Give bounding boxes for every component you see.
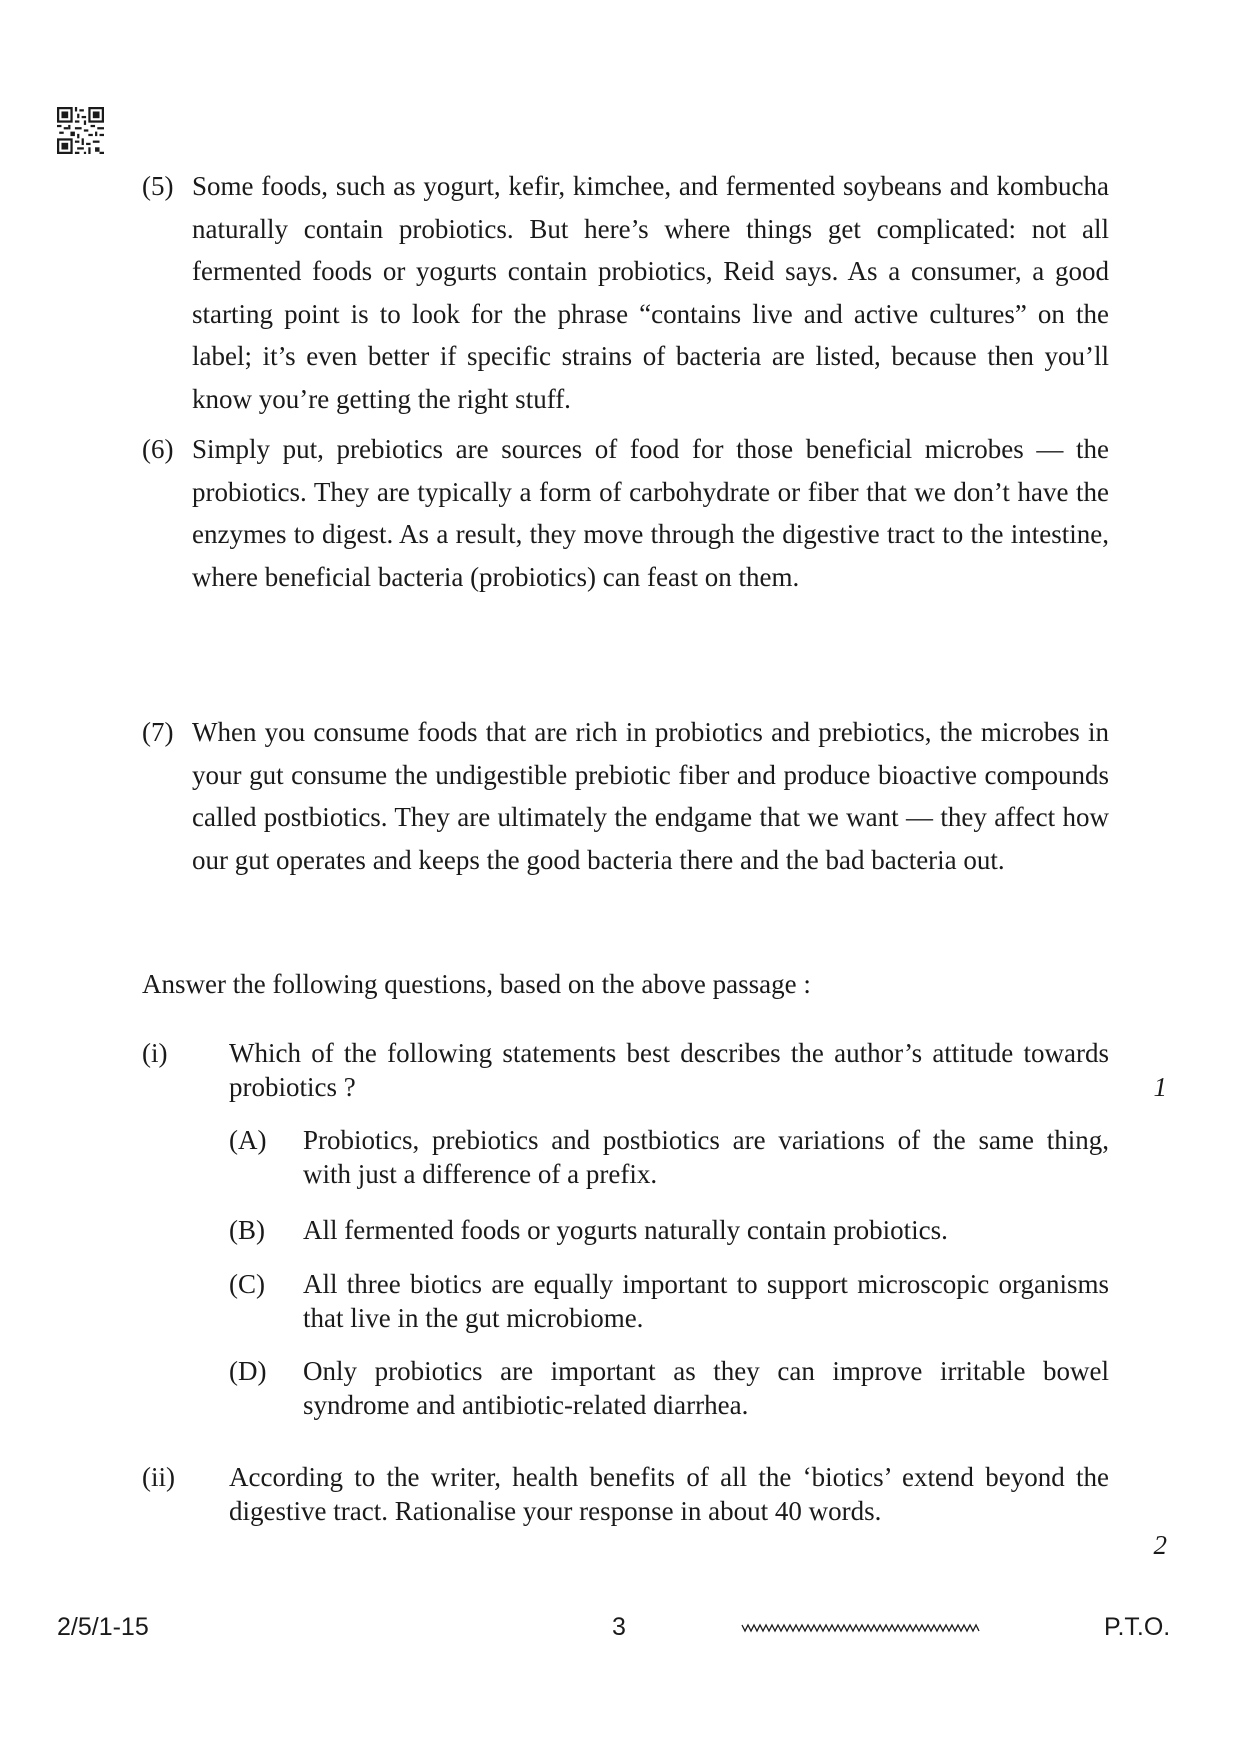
question-ii [142,1460,1167,1560]
option-label: (C) [229,1269,265,1299]
option-d [229,1354,1109,1422]
option-text: Only probiotics are important as they can improve irritable bowel syndrome and antibiotic-related diarrhea. [303,1356,1109,1420]
passage-paragraph-5 [142,165,1109,421]
option-label: (D) [229,1356,267,1386]
paragraph-text: When you consume foods that are rich in probiotics and prebiotics, the microbes in your gut consume the undigestible prebiotic fiber and produce bioactive compounds called postbiotics. They are ultimately the endgame that we want — they affect how our gut operates and keeps the good bacteria there and the bad bacteria out. [192,717,1109,875]
option-text: All fermented foods or yogurts naturally contain probiotics. [303,1215,948,1245]
passage-paragraph-6 [142,428,1109,598]
question-text: Which of the following statements best describes the author’s attitude towards probiotics ? [229,1038,1109,1102]
page-number: 3 [612,1613,626,1641]
option-label: (B) [229,1215,265,1245]
paragraph-number: (7) [142,717,174,747]
question-instruction: Answer the following questions, based on the above passage : [142,969,811,999]
paper-code: 2/5/1-15 [57,1613,149,1641]
question-number: (ii) [142,1462,175,1492]
question-number: (i) [142,1038,168,1068]
option-b [229,1213,1109,1247]
option-c [229,1267,1109,1335]
qr-code-icon [57,107,104,154]
option-a [229,1123,1109,1191]
paragraph-text: Simply put, prebiotics are sources of food for those beneficial microbes — the probiotics. They are typically a form of carbohydrate or fiber that we don’t have the enzymes to digest. As a result, they move through the digestive tract to the intestine, where beneficial bacteria (probiotics) can feast on them. [192,434,1109,592]
question-text: According to the writer, health benefits of all the ‘biotics’ extend beyond the digestive tract. Rationalise your response in about 40 words. [229,1462,1109,1526]
question-marks: 2 [1153,1530,1167,1560]
passage-paragraph-7 [142,711,1109,881]
paragraph-number: (5) [142,171,174,201]
paragraph-text: Some foods, such as yogurt, kefir, kimchee, and fermented soybeans and kombucha naturally contain probiotics. But here’s where things get complicated: not all fermented foods or yogurts contain probiotics, Reid says. As a consumer, a good starting point is to look for the phrase “contains live and active cultures” on the label; it’s even better if specific strains of bacteria are listed, because then you’ll know you’re getting the right stuff. [192,171,1109,414]
option-text: Probiotics, prebiotics and postbiotics are variations of the same thing, with just a difference of a prefix. [303,1125,1109,1189]
paragraph-number: (6) [142,434,174,464]
option-text: All three biotics are equally important to support microscopic organisms that live in the gut microbiome. [303,1269,1109,1333]
wavy-line-icon [740,1617,990,1637]
pto-label: P.T.O. [1104,1613,1171,1641]
question-marks: 1 [1153,1072,1167,1102]
question-i [142,1036,1167,1104]
option-label: (A) [229,1125,267,1155]
